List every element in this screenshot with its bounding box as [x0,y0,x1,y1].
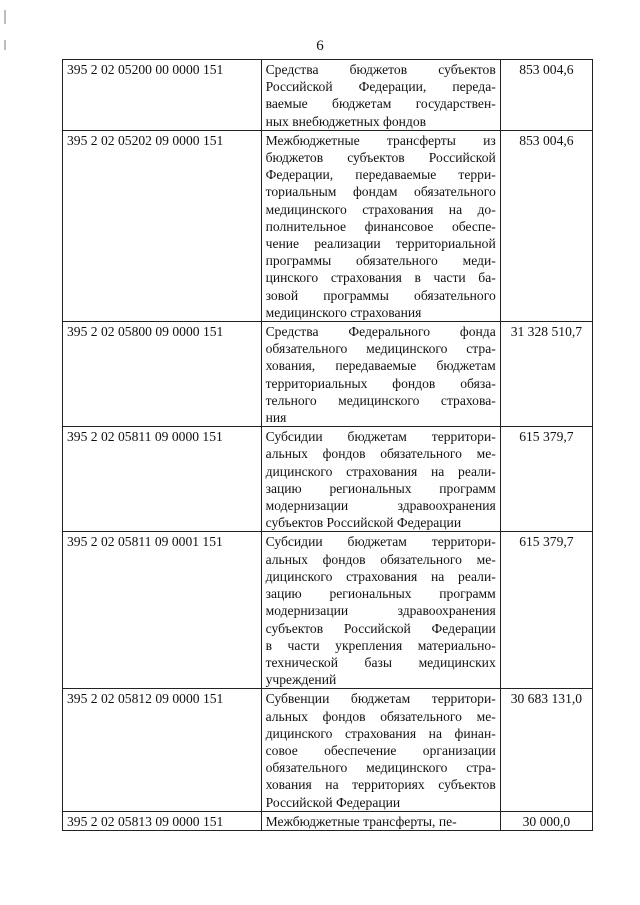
budget-code-cell: 395 2 02 05812 09 0000 151 [63,689,262,811]
description-line: Федерации, передаваемые терри- [265,167,496,183]
description-line: субъектов Российской Федерации [265,515,462,531]
description-line: модернизации здравоохранения [265,603,496,619]
description-line: полнительное финансовое обеспе- [265,218,496,234]
description-line: Субсидии бюджетам территори- [265,534,496,550]
description-line: зовой программы обязательного [265,287,496,303]
amount-cell: 853 004,6 [500,60,592,131]
description-line: зацию региональных программ [265,480,496,496]
description-cell [261,532,500,689]
description-line: ваемые бюджетам государствен- [265,96,496,112]
description-cell [261,60,500,131]
description-cell [261,427,500,532]
table-row [63,60,593,131]
budget-table [62,59,593,831]
amount-cell: 30 683 131,0 [500,689,592,811]
description-line: обязательного медицинского стра- [265,341,496,357]
description-line: цинского страхования в части ба- [265,270,496,286]
budget-code-cell: 395 2 02 05200 00 0000 151 [63,60,262,131]
description-line: хования, передаваемые бюджетам [265,358,496,374]
amount-cell: 30 000,0 [500,811,592,830]
amount-cell: 853 004,6 [500,130,592,321]
description-line: обязательного медицинского стра- [265,760,496,776]
description-cell [261,689,500,811]
amount-cell: 615 379,7 [500,532,592,689]
description-line: технической базы медицинских [265,654,496,670]
description-line: ния [265,410,287,426]
table-row [63,427,593,532]
budget-code-cell: 395 2 02 05811 09 0001 151 [63,532,262,689]
description-line: дицинского страхования на реали- [265,463,496,479]
description-line: альных фондов обязательного ме- [265,708,496,724]
amount-cell: 31 328 510,7 [500,322,592,427]
budget-code-cell: 395 2 02 05813 09 0000 151 [63,811,262,830]
description-line: территориальных фондов обяза- [265,375,496,391]
description-line: альных фондов обязательного ме- [265,446,496,462]
amount-cell: 615 379,7 [500,427,592,532]
table-row [63,322,593,427]
description-line: в части укрепления материально- [265,637,496,653]
table-row [63,811,593,830]
description-line: модернизации здравоохранения [265,498,496,514]
description-line: Российской Федерации, переда- [265,79,496,95]
page-edge-mark [4,10,6,24]
description-line: субъектов Российской Федерации [265,620,496,636]
description-line: ных внебюджетных фондов [265,113,427,129]
description-line: Субвенции бюджетам территори- [265,691,496,707]
description-line: дицинского страхования на реали- [265,568,496,584]
description-line: альных фондов обязательного ме- [265,551,496,567]
description-line: медицинского страхования на до- [265,201,496,217]
description-line: Средства бюджетов субъектов [265,62,496,77]
description-line: Российской Федерации [265,794,401,810]
description-line: бюджетов субъектов Российской [265,150,496,166]
description-line: учреждений [265,672,337,688]
description-line: медицинского страхования [265,304,422,320]
description-line: чение реализации территориальной [265,236,496,252]
description-line: хования на территориях субъектов [265,777,496,793]
description-line: дицинского страхования на финан- [265,725,496,741]
description-line: Межбюджетные трансферты, пе- [265,813,457,829]
description-cell [261,322,500,427]
budget-code-cell: 395 2 02 05202 09 0000 151 [63,130,262,321]
budget-code-cell: 395 2 02 05811 09 0000 151 [63,427,262,532]
table-row [63,689,593,811]
page-number: 6 [316,38,324,54]
description-line: Средства Федерального фонда [265,324,496,340]
description-line: ториальным фондам обязательного [265,184,496,200]
description-line: программы обязательного меди- [265,253,496,269]
description-line: совое обеспечение организации [265,742,496,758]
description-line: тельного медицинского страхова- [265,392,496,408]
budget-code-cell: 395 2 02 05800 09 0000 151 [63,322,262,427]
description-line: Субсидии бюджетам территори- [265,429,496,445]
table-row [63,532,593,689]
table-row [63,130,593,321]
description-line: Межбюджетные трансферты из [265,132,496,148]
description-line: зацию региональных программ [265,586,496,602]
description-cell [261,811,500,830]
description-cell [261,130,500,321]
